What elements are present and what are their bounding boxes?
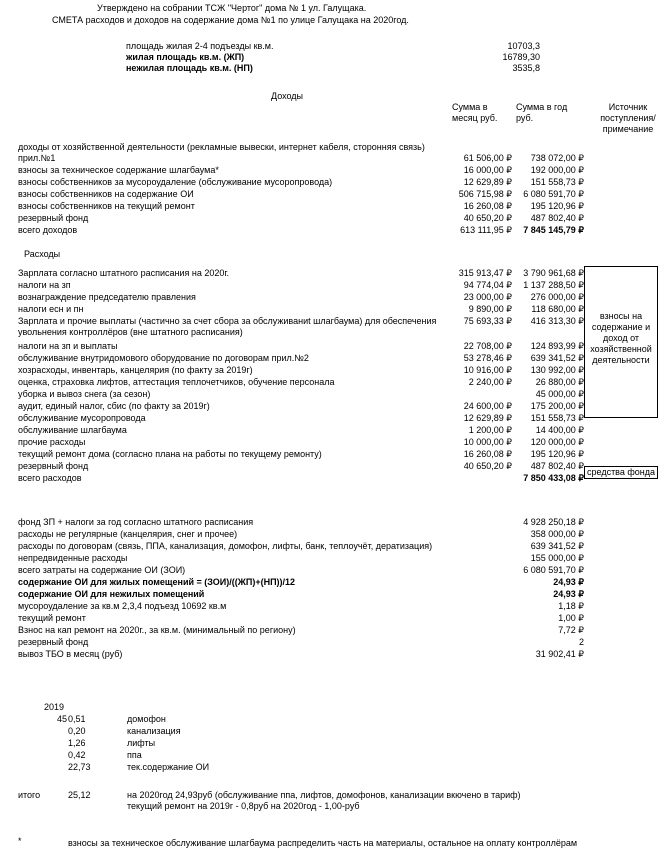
summary-row-value: 24,93 ₽ <box>553 589 584 599</box>
area-label: жилая площадь кв.м. (ЖП) <box>126 52 245 62</box>
expense-row-label: прочие расходы <box>18 437 86 447</box>
income-section-title: Доходы <box>271 91 304 101</box>
expense-row-label: Зарплата согласно штатного расписания на 2020г. <box>18 268 230 278</box>
expense-row-month: 12 629,89 ₽ <box>463 413 512 423</box>
expense-row-label: обслуживание шлагбаума <box>18 425 127 435</box>
expense-row-year: 120 000,00 ₽ <box>530 437 584 447</box>
income-row-month: 16 000,00 ₽ <box>463 165 512 175</box>
expense-row-month: 10 000,00 ₽ <box>463 437 512 447</box>
summary-row-label: непредвиденные расходы <box>18 553 128 563</box>
income-row-month: 61 506,00 ₽ <box>463 153 512 163</box>
income-row-label: резервный фонд <box>18 213 89 223</box>
income-row-month: 506 715,98 ₽ <box>458 189 512 199</box>
header-line-2: СМЕТА расходов и доходов на содержание дома №1 по улице Галущака на 2020год. <box>52 15 409 25</box>
summary-row-value: 6 080 591,70 ₽ <box>523 565 584 575</box>
summary-row-label: мусороудаление за кв.м 2,3,4 подъезд 10692 кв.м <box>18 601 227 611</box>
area-value: 16789,30 <box>502 52 540 62</box>
expense-row-label: оценка, страховка лифтов, аттестация теплочетчиков, обучение персонала <box>18 377 335 387</box>
income-row-month: 16 260,08 ₽ <box>463 201 512 211</box>
area-value: 10703,3 <box>507 41 540 51</box>
expense-row-month: 75 693,33 ₽ <box>463 316 512 326</box>
oi-note-text: взносы на содержание и доход от хозяйственной деятельности <box>590 311 652 365</box>
footnote-text: взносы за техническое обслуживание шлагбаума распределить часть на материалы, остальное на оплату контроллёрам <box>68 838 578 848</box>
tariff-row-label: ппа <box>127 750 142 760</box>
fund-note-box <box>584 466 658 479</box>
column-header-source: Источник поступления/ примечание <box>600 102 656 134</box>
expense-row-label: всего расходов <box>18 473 82 483</box>
income-row-year: 151 558,73 ₽ <box>530 177 584 187</box>
tariff-total-value: 25,12 <box>68 790 91 800</box>
expense-row-year: 26 880,00 ₽ <box>535 377 584 387</box>
tariff-row-label: канализация <box>127 726 181 736</box>
expense-row-year: 3 790 961,68 ₽ <box>523 268 584 278</box>
fund-note-text: средства фонда <box>587 467 656 477</box>
expense-row-year: 130 992,00 ₽ <box>530 365 584 375</box>
summary-row-label: содержание ОИ для жилых помещений = (ЗОИ)/((ЖП)+(НП))/12 <box>18 577 296 587</box>
column-header-month: Сумма в месяц руб. <box>452 102 498 123</box>
expense-row-label: налоги есн и пн <box>18 304 84 314</box>
expense-row-year: 118 680,00 ₽ <box>531 304 584 314</box>
expense-row-label: обслуживание мусоропровода <box>18 413 146 423</box>
income-row-year: 192 000,00 ₽ <box>530 165 584 175</box>
expense-row-year: 7 850 433,08 ₽ <box>523 473 584 483</box>
expense-row-year: 45 000,00 ₽ <box>535 389 584 399</box>
area-label: площадь жилая 2-4 подъезды кв.м. <box>126 41 274 51</box>
summary-row-value: 358 000,00 ₽ <box>530 529 584 539</box>
summary-row-value: 31 902,41 ₽ <box>535 649 584 659</box>
tariff-total-label: итого <box>18 790 41 800</box>
expense-row-month: 315 913,47 ₽ <box>458 268 512 278</box>
expense-row-month: 23 000,00 ₽ <box>463 292 512 302</box>
expense-row-year: 151 558,73 ₽ <box>530 413 584 423</box>
area-value: 3535,8 <box>512 63 540 73</box>
summary-row-value: 4 928 250,18 ₽ <box>523 517 584 527</box>
income-row-year: 6 080 591,70 ₽ <box>523 189 584 199</box>
income-row-year: 195 120,96 ₽ <box>530 201 584 211</box>
expense-row-year: 416 313,30 ₽ <box>530 316 584 326</box>
summary-row-label: резервный фонд <box>18 637 89 647</box>
expense-row-month: 2 240,00 ₽ <box>468 377 512 387</box>
income-row-label: взносы за техническое содержание шлагбаума* <box>18 165 219 175</box>
tariff-row-value: 1,26 <box>68 738 86 748</box>
expense-row-label: уборка и вывоз снега (за сезон) <box>18 389 151 399</box>
expense-row-year: 124 893,99 ₽ <box>530 341 584 351</box>
expense-row-label: Зарплата и прочие выплаты (частично за счет сбора за обслуживаниt шлагбаума) для обеспечения увольнения контроллёров (вне штатного расписания) <box>18 316 437 337</box>
summary-row-value: 1,00 ₽ <box>558 613 584 623</box>
summary-row-label: всего затраты на содержание ОИ (ЗОИ) <box>18 565 186 575</box>
income-row-label: взносы собственников на содержание ОИ <box>18 189 194 199</box>
expense-row-year: 487 802,40 ₽ <box>530 461 584 471</box>
summary-row-value: 1,18 ₽ <box>558 601 584 611</box>
expense-row-label: аудит, единый налог, сбис (по факту за 2019г) <box>18 401 210 411</box>
income-row-label: прил.№1 <box>18 153 56 163</box>
summary-row-value: 639 341,52 ₽ <box>530 541 584 551</box>
expense-row-year: 1 137 288,50 ₽ <box>523 280 584 290</box>
expense-row-month: 94 774,04 ₽ <box>463 280 512 290</box>
expense-row-month: 10 916,00 ₽ <box>463 365 512 375</box>
expense-row-label: текущий ремонт дома (согласно плана на работы по текущему ремонту) <box>18 449 322 459</box>
expense-row-month: 24 600,00 ₽ <box>463 401 512 411</box>
income-row-label: взносы собственников за мусороудаление (обслуживание мусоропровода) <box>18 177 333 187</box>
tariff-row-value: 0,20 <box>68 726 86 736</box>
tariff-repair-note: текущий ремонт на 2019г - 0,8руб на 2020год - 1,00-руб <box>127 801 360 811</box>
expense-row-year: 14 400,00 ₽ <box>535 425 584 435</box>
tariff-year: 2019 <box>44 702 65 712</box>
summary-row-label: вывоз ТБО в месяц (руб) <box>18 649 123 659</box>
expense-row-label: хозрасходы, инвентарь, канцелярия (по факту за 2019г) <box>18 365 253 375</box>
tariff-row-label: домофон <box>127 714 166 724</box>
tariff-row-label: тек.содержание ОИ <box>127 762 210 772</box>
expense-row-year: 195 120,96 ₽ <box>530 449 584 459</box>
expense-section-title: Расходы <box>24 249 61 259</box>
summary-row-label: содержание ОИ для нежилых помещений <box>18 589 205 599</box>
expense-row-label: обслуживание внутридомового оборудование по договорам прил.№2 <box>18 353 309 363</box>
income-row-label: взносы собственников на текущий ремонт <box>18 201 195 211</box>
summary-row-label: расходы по договорам (связь, ППА, канализация, домофон, лифты, банк, теплоучёт, дератизация) <box>18 541 433 551</box>
summary-row-label: расходы не регулярные (канцелярия, снег и прочее) <box>18 529 238 539</box>
expense-row-month: 1 200,00 ₽ <box>468 425 512 435</box>
income-row-label: всего доходов <box>18 225 78 235</box>
tariff-row-value: 0,51 <box>68 714 86 724</box>
area-label: нежилая площадь кв.м. (НП) <box>126 63 253 73</box>
income-row-year: 738 072,00 ₽ <box>530 153 584 163</box>
expense-row-year: 175 200,00 ₽ <box>530 401 584 411</box>
footnote-mark: * <box>18 836 22 846</box>
summary-row-label: текущий ремонт <box>18 613 86 623</box>
summary-row-value: 7,72 ₽ <box>558 625 584 635</box>
tariff-row-label: лифты <box>127 738 156 748</box>
summary-row-value: 155 000,00 ₽ <box>530 553 584 563</box>
oi-note-box <box>584 266 658 418</box>
header-line-1: Утверждено на собрании ТСЖ "Чертог" дома № 1 ул. Галущака. <box>97 3 367 13</box>
income-row-label: доходы от хозяйственной деятельности (рекламные вывески, интернет кабеля, сторонняя связь) <box>18 142 425 152</box>
expense-row-label: вознаграждение председателю правления <box>18 292 196 302</box>
expense-row-year: 276 000,00 ₽ <box>530 292 584 302</box>
expense-row-month: 53 278,46 ₽ <box>463 353 512 363</box>
tariff-prefix: 45 <box>57 714 68 724</box>
expense-row-month: 40 650,20 ₽ <box>463 461 512 471</box>
summary-row-value: 2 <box>578 637 584 647</box>
income-row-year: 487 802,40 ₽ <box>530 213 584 223</box>
income-row-month: 613 111,95 ₽ <box>460 225 512 235</box>
expense-row-label: резервный фонд <box>18 461 89 471</box>
income-row-month: 12 629,89 ₽ <box>463 177 512 187</box>
summary-row-label: Взнос на кап ремонт на 2020г., за кв.м. (минимальный по региону) <box>18 625 296 635</box>
expense-row-label: налоги на зп и выплаты <box>18 341 118 351</box>
expense-row-year: 639 341,52 ₽ <box>530 353 584 363</box>
tariff-row-value: 22,73 <box>68 762 91 772</box>
column-header-year: Сумма в год руб. <box>516 102 568 123</box>
tariff-row-value: 0,42 <box>68 750 86 760</box>
income-row-month: 40 650,20 ₽ <box>463 213 512 223</box>
summary-row-value: 24,93 ₽ <box>553 577 584 587</box>
expense-row-month: 9 890,00 ₽ <box>468 304 512 314</box>
expense-row-label: налоги на зп <box>18 280 71 290</box>
summary-row-label: фонд ЗП + налоги за год согласно штатного расписания <box>18 517 254 527</box>
income-row-year: 7 845 145,79 ₽ <box>523 225 584 235</box>
expense-row-month: 22 708,00 ₽ <box>463 341 512 351</box>
tariff-total-note: на 2020год 24,93руб (обслуживание ппа, лифтов, домофонов, канализации вкючено в тариф) <box>127 790 521 800</box>
expense-row-month: 16 260,08 ₽ <box>463 449 512 459</box>
